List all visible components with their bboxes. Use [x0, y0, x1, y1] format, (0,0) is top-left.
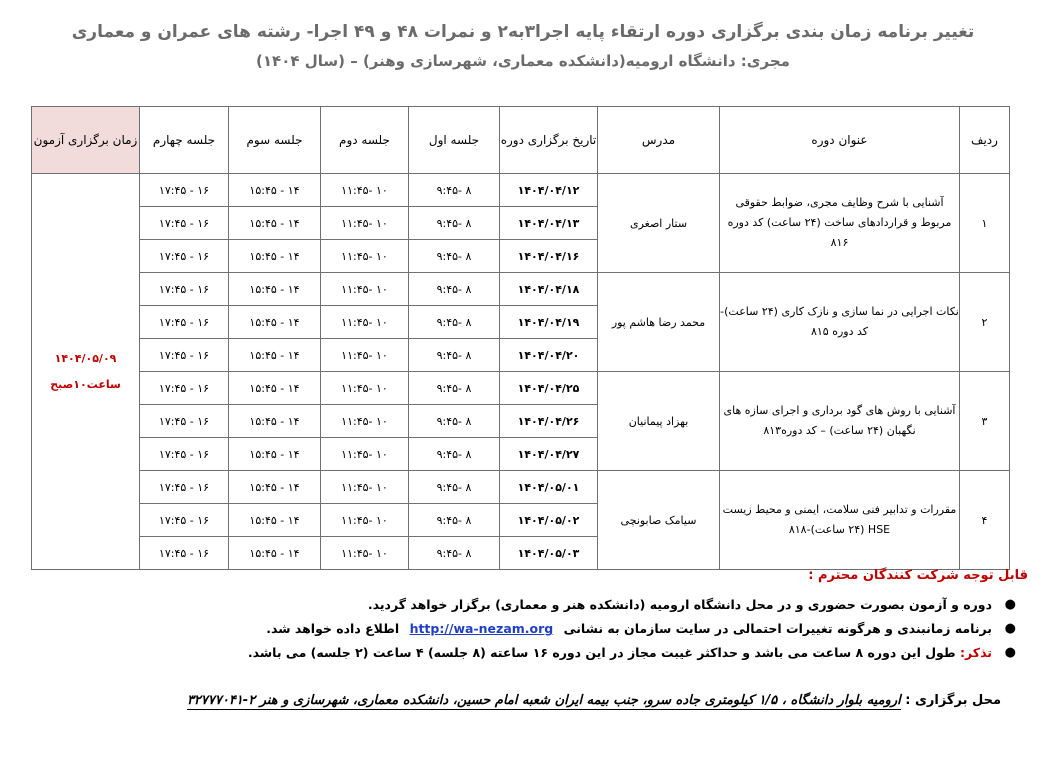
header-session-3: جلسه سوم	[229, 107, 321, 174]
session-4-cell: ۱۶ - ۱۷:۴۵	[140, 207, 229, 240]
session-4-cell: ۱۶ - ۱۷:۴۵	[140, 438, 229, 471]
session-1-cell: ۸ -۹:۴۵	[409, 174, 500, 207]
venue-label: محل برگزاری :	[905, 693, 1001, 708]
date-cell: ۱۴۰۴/۰۴/۱۳	[500, 207, 598, 240]
table-row	[32, 471, 1010, 504]
page-subtitle: مجری: دانشگاه ارومیه(دانشکده معماری، شهرسازی وهنر) – (سال ۱۴۰۴)	[256, 52, 790, 70]
session-2-cell: ۱۰ -۱۱:۴۵	[321, 273, 409, 306]
date-cell: ۱۴۰۴/۰۴/۲۷	[500, 438, 598, 471]
session-4-cell: ۱۶ - ۱۷:۴۵	[140, 273, 229, 306]
session-3-cell: ۱۴ - ۱۵:۴۵	[229, 207, 321, 240]
session-1-cell: ۸ -۹:۴۵	[409, 471, 500, 504]
session-3-cell: ۱۴ - ۱۵:۴۵	[229, 273, 321, 306]
row-number-cell: ۲	[960, 273, 1010, 372]
note-text: برنامه زمانبندی و هرگونه تغییرات احتمالی در سایت سازمان به نشانی	[563, 621, 992, 636]
teacher-cell: بهزاد پیمانیان	[598, 372, 720, 471]
venue-address: ارومیه بلوار دانشگاه ، ۱/۵ کیلومتری جاده سرو، جنب بیمه ایران شعبه امام حسین، دانشکده معماری، شهرسازی و هنر ۲-۳۲۷۷۷۰۴۱	[186, 693, 901, 708]
list-item	[18, 621, 1028, 636]
session-4-cell: ۱۶ - ۱۷:۴۵	[140, 339, 229, 372]
header-teacher: مدرس	[598, 107, 720, 174]
teacher-cell: سیامک صابونچی	[598, 471, 720, 570]
date-cell: ۱۴۰۴/۰۵/۰۲	[500, 504, 598, 537]
table-row	[32, 372, 1010, 405]
session-4-cell: ۱۶ - ۱۷:۴۵	[140, 174, 229, 207]
date-cell: ۱۴۰۴/۰۵/۰۳	[500, 537, 598, 570]
date-cell: ۱۴۰۴/۰۵/۰۱	[500, 471, 598, 504]
notes-list	[18, 597, 1028, 660]
date-cell: ۱۴۰۴/۰۴/۲۵	[500, 372, 598, 405]
course-title-cell: آشنایی با روش های گود برداری و اجرای سازه های نگهبان (۲۴ ساعت) – کد دوره۸۱۳	[720, 372, 960, 471]
session-3-cell: ۱۴ - ۱۵:۴۵	[229, 405, 321, 438]
header-exam-time: زمان برگزاری آزمون	[32, 107, 140, 174]
session-1-cell: ۸ -۹:۴۵	[409, 207, 500, 240]
session-4-cell: ۱۶ - ۱۷:۴۵	[140, 372, 229, 405]
date-cell: ۱۴۰۴/۰۴/۲۰	[500, 339, 598, 372]
session-4-cell: ۱۶ - ۱۷:۴۵	[140, 537, 229, 570]
note-text: اطلاع داده خواهد شد.	[266, 621, 400, 636]
session-1-cell: ۸ -۹:۴۵	[409, 372, 500, 405]
session-2-cell: ۱۰ -۱۱:۴۵	[321, 174, 409, 207]
venue-line	[187, 693, 1001, 708]
session-1-cell: ۸ -۹:۴۵	[409, 405, 500, 438]
notes-section	[18, 568, 1028, 669]
notice-title: قابل توجه شرکت کنندگان محترم :	[808, 568, 1028, 583]
session-2-cell: ۱۰ -۱۱:۴۵	[321, 504, 409, 537]
session-3-cell: ۱۴ - ۱۵:۴۵	[229, 372, 321, 405]
session-2-cell: ۱۰ -۱۱:۴۵	[321, 240, 409, 273]
session-3-cell: ۱۴ - ۱۵:۴۵	[229, 240, 321, 273]
header-course-title: عنوان دوره	[720, 107, 960, 174]
exam-hour: ساعت۱۰صبح	[50, 377, 121, 391]
session-2-cell: ۱۰ -۱۱:۴۵	[321, 537, 409, 570]
session-1-cell: ۸ -۹:۴۵	[409, 240, 500, 273]
date-cell: ۱۴۰۴/۰۴/۱۲	[500, 174, 598, 207]
header-date: تاریخ برگزاری دوره	[500, 107, 598, 174]
row-number-cell: ۴	[960, 471, 1010, 570]
session-3-cell: ۱۴ - ۱۵:۴۵	[229, 537, 321, 570]
session-4-cell: ۱۶ - ۱۷:۴۵	[140, 471, 229, 504]
course-title-cell: نکات اجرایی در نما سازی و نازک کاری (۲۴ ساعت)-کد دوره ۸۱۵	[720, 273, 960, 372]
table-row	[32, 273, 1010, 306]
bullet-icon: ●	[1004, 645, 1016, 660]
schedule-table	[31, 106, 1010, 570]
session-1-cell: ۸ -۹:۴۵	[409, 306, 500, 339]
session-2-cell: ۱۰ -۱۱:۴۵	[321, 339, 409, 372]
course-title-cell: آشنایی با شرح وظایف مجری، ضوابط حقوقی مربوط و قراردادهای ساخت (۲۴ ساعت) کد دوره ۸۱۶	[720, 174, 960, 273]
teacher-cell: محمد رضا هاشم پور	[598, 273, 720, 372]
header-session-1: جلسه اول	[409, 107, 500, 174]
exam-time-cell	[32, 174, 140, 570]
session-1-cell: ۸ -۹:۴۵	[409, 504, 500, 537]
note-label: تذکر:	[960, 645, 992, 660]
session-4-cell: ۱۶ - ۱۷:۴۵	[140, 504, 229, 537]
note-text: دوره و آزمون بصورت حضوری و در محل دانشگاه ارومیه (دانشکده هنر و معماری) برگزار خواهد گردید.	[367, 597, 992, 612]
bullet-icon: ●	[1004, 621, 1016, 636]
session-4-cell: ۱۶ - ۱۷:۴۵	[140, 405, 229, 438]
session-3-cell: ۱۴ - ۱۵:۴۵	[229, 306, 321, 339]
session-2-cell: ۱۰ -۱۱:۴۵	[321, 471, 409, 504]
date-cell: ۱۴۰۴/۰۴/۱۸	[500, 273, 598, 306]
session-2-cell: ۱۰ -۱۱:۴۵	[321, 372, 409, 405]
list-item	[18, 645, 1028, 660]
session-1-cell: ۸ -۹:۴۵	[409, 537, 500, 570]
session-2-cell: ۱۰ -۱۱:۴۵	[321, 207, 409, 240]
list-item	[18, 597, 1028, 612]
session-3-cell: ۱۴ - ۱۵:۴۵	[229, 339, 321, 372]
session-3-cell: ۱۴ - ۱۵:۴۵	[229, 438, 321, 471]
session-1-cell: ۸ -۹:۴۵	[409, 438, 500, 471]
session-3-cell: ۱۴ - ۱۵:۴۵	[229, 504, 321, 537]
session-4-cell: ۱۶ - ۱۷:۴۵	[140, 240, 229, 273]
exam-date: ۱۴۰۴/۰۵/۰۹	[54, 351, 117, 365]
session-1-cell: ۸ -۹:۴۵	[409, 273, 500, 306]
row-number-cell: ۱	[960, 174, 1010, 273]
session-2-cell: ۱۰ -۱۱:۴۵	[321, 306, 409, 339]
date-cell: ۱۴۰۴/۰۴/۲۶	[500, 405, 598, 438]
website-link[interactable]: http://wa-nezam.org	[409, 621, 554, 636]
session-3-cell: ۱۴ - ۱۵:۴۵	[229, 471, 321, 504]
note-text: طول این دوره ۸ ساعت می باشد و حداکثر غیبت مجاز در این دوره ۱۶ ساعته (۸ جلسه) ۴ ساعت (۲ جلسه) می باشد.	[247, 645, 956, 660]
table-header-row	[32, 107, 1010, 174]
course-title-cell: مقررات و تدابیر فنی سلامت، ایمنی و محیط زیست HSE (۲۴ ساعت)-۸۱۸	[720, 471, 960, 570]
row-number-cell: ۳	[960, 372, 1010, 471]
header-session-4: جلسه چهارم	[140, 107, 229, 174]
date-cell: ۱۴۰۴/۰۴/۱۹	[500, 306, 598, 339]
header-row-number: ردیف	[960, 107, 1010, 174]
session-2-cell: ۱۰ -۱۱:۴۵	[321, 405, 409, 438]
session-2-cell: ۱۰ -۱۱:۴۵	[321, 438, 409, 471]
session-3-cell: ۱۴ - ۱۵:۴۵	[229, 174, 321, 207]
session-4-cell: ۱۶ - ۱۷:۴۵	[140, 306, 229, 339]
page-title: تغییر برنامه زمان بندی برگزاری دوره ارتقاء پایه اجرا۳به۲ و نمرات ۴۸ و ۴۹ اجرا- رشته های عمران و معماری	[71, 22, 975, 42]
teacher-cell: ستار اصغری	[598, 174, 720, 273]
header-session-2: جلسه دوم	[321, 107, 409, 174]
session-1-cell: ۸ -۹:۴۵	[409, 339, 500, 372]
date-cell: ۱۴۰۴/۰۴/۱۶	[500, 240, 598, 273]
bullet-icon: ●	[1004, 597, 1016, 612]
table-row	[32, 174, 1010, 207]
